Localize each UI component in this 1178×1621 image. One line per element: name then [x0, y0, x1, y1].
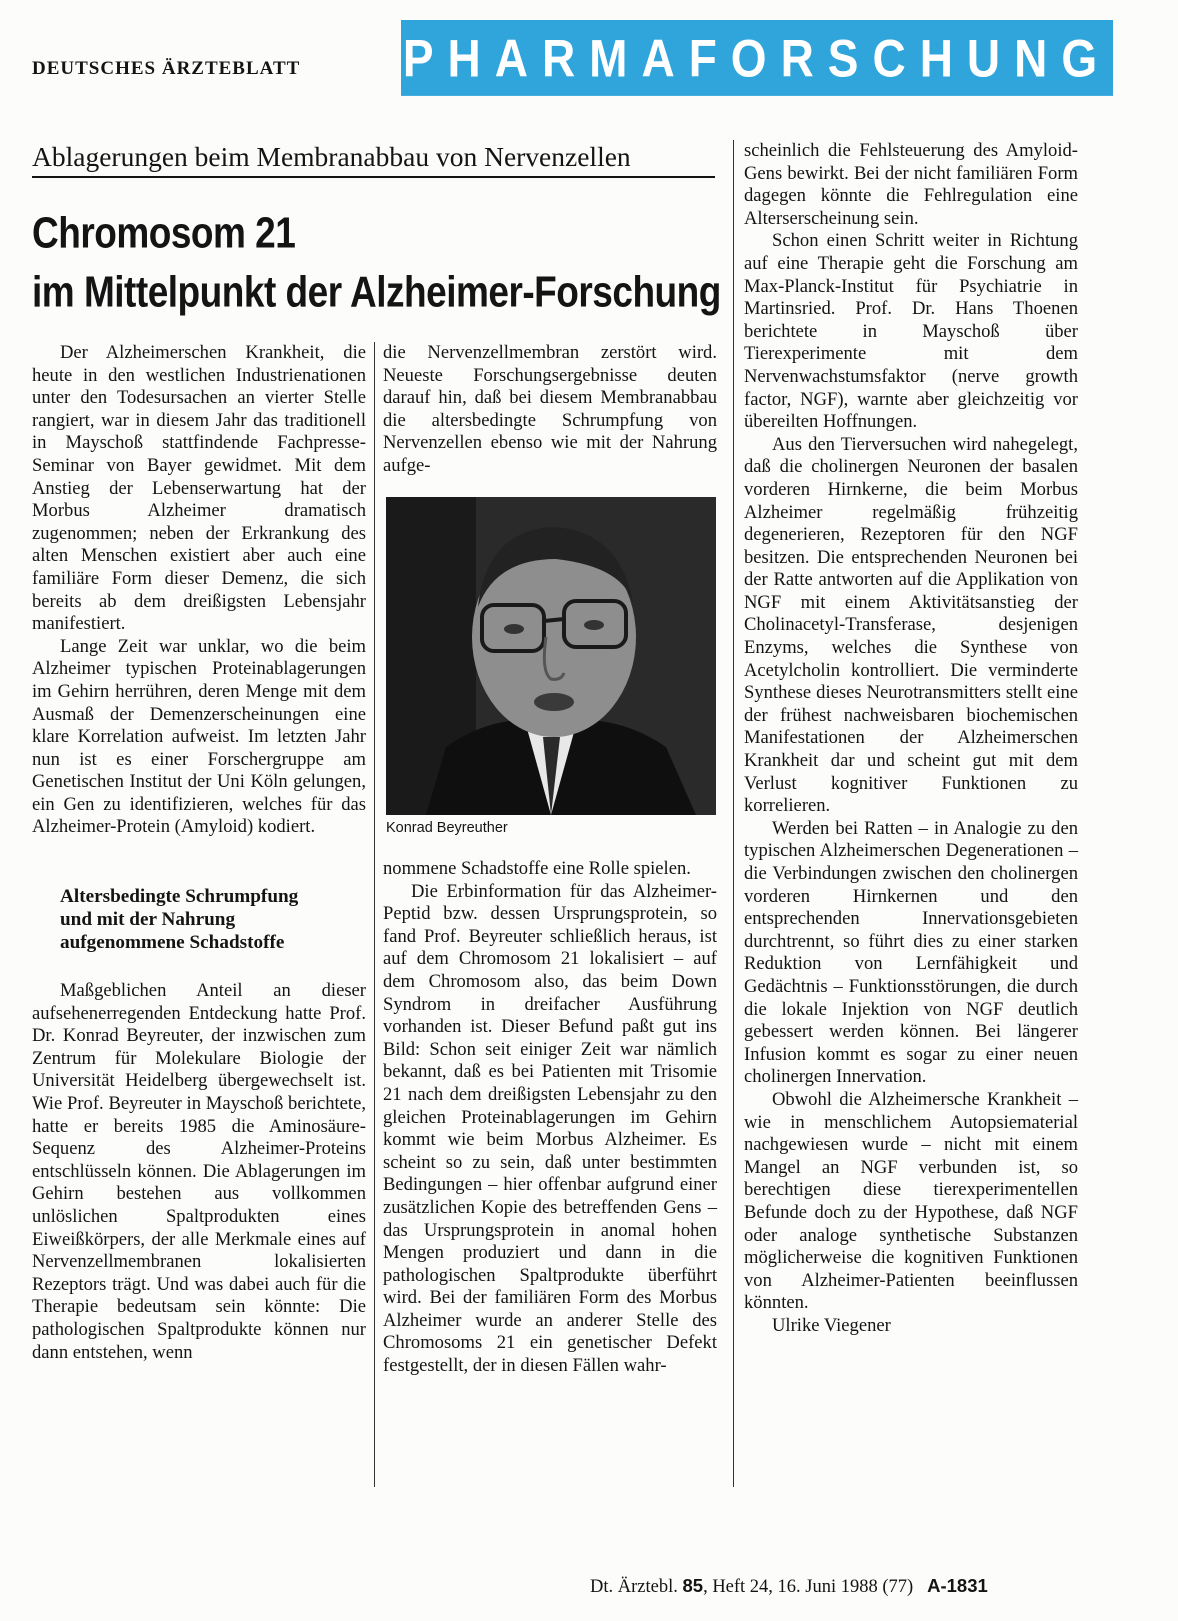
paragraph: Aus den Tierversuchen wird nahegelegt, daß die cholinergen Neuronen der basalen vorderen Hirnkerne, die beim Morbus Alzheimer regelmäßig frühzeitig degenerieren, Rezeptoren für den NGF besitzen. Die entsprechenden Neuronen bei der Ratte antworten auf die Applikation von NGF mit einem Aktivitätsanstieg der Cholinacetyl-Transferase, desjenigen Enzyms, welches die Synthese von Acetylcholin kontrolliert. Die verminderte Synthese dieses Neurotransmitters stellt eine der frühest nachweisbaren biochemischen Manifestationen der Alzheimerschen Krankheit dar und scheint gut mit dem Verlust kognitiver Funktionen zu korrelieren. [744, 433, 1078, 817]
paragraph: nommene Schadstoffe eine Rolle spielen. [383, 858, 691, 879]
column-1 [32, 342, 366, 1364]
subheading-line: aufgenommene Schadstoffe [60, 932, 285, 954]
subheading-line: Altersbedingte Schrumpfung [60, 886, 299, 908]
paragraph: Obwohl die Alzheimersche Krankheit – wie in menschlichem Autopsiematerial nachgewiesen wurde – nicht mit einem Mangel an NGF verbunden ist, so berechtigen diese tierexperimentellen Befunde doch zu der Hypothese, daß NGF oder analoge synthetische Substanzen möglicherweise die kognitiven Funktionen von Alzheimer-Patienten beeinflussen könnten. [744, 1088, 1078, 1314]
photo-caption: Konrad Beyreuther [386, 820, 508, 836]
paragraph: Schon einen Schritt weiter in Richtung auf eine Therapie geht die Forschung am Max-Planck-Institut für Psychiatrie in Martinsried. Prof. Dr. Hans Thoenen berichtete in Mayschoß über Tierexperimente mit dem Nervenwachstumsfaktor (nerve growth factor, NGF), warnte aber gleichzeitig vor übereilten Hoffnungen. [744, 230, 1078, 433]
citation-prefix: Dt. Ärztebl. [590, 1577, 678, 1597]
paragraph: die Nervenzellmembran zerstört wird. Neueste Forschungsergebnisse deuten darauf hin, daß bei diesem Membranabbau die altersbedingte Schrumpfung von Nervenzellen ebenso wie mit der Nahrung aufge- [383, 342, 717, 476]
column-2-bottom [383, 858, 717, 1378]
column-2-top [383, 342, 717, 478]
paragraph: Der Alzheimerschen Krankheit, die heute in den westlichen Industrienationen unter den Todesursachen an vierter Stelle rangiert, war in diesem Jahr das traditionell in Mayschoß stattfindende Fachpresse-Seminar von Bayer gewidmet. Mit dem Anstieg der Lebenserwartung hat der Morbus Alzheimer dramatisch zugenommen; neben der Erkrankung des alten Menschen existiert aber auch eine familiäre Form dieser Demenz, die sich bereits ab dem dreißigsten Lebensjahr manifestiert. [32, 342, 366, 635]
subheading-line: und mit der Nahrung [60, 909, 236, 931]
portrait-photo [386, 497, 716, 815]
section-banner: PHARMAFORSCHUNG [401, 20, 1113, 96]
citation-issue-date: , Heft 24, 16. Juni 1988 (77) [703, 1577, 914, 1597]
column-divider [374, 342, 375, 1487]
masthead: DEUTSCHES ÄRZTEBLATT [32, 58, 301, 79]
headline [32, 204, 732, 322]
kicker: Ablagerungen beim Membranabbau von Nervenzellen [32, 138, 715, 178]
column-divider [733, 140, 734, 1487]
subheading [60, 885, 366, 954]
citation-volume: 85 [682, 1575, 704, 1596]
paragraph: scheinlich die Fehlsteuerung des Amyloid-Gens bewirkt. Bei der nicht familiären Form dagegen könnte die Fehlregulation eine Alterserscheinung sein. [744, 140, 1078, 229]
page-footer [590, 1575, 988, 1598]
paragraph: Die Erbinformation für das Alzheimer-Peptid bzw. dessen Ursprungsprotein, so fand Prof. Beyreuter schließlich heraus, ist auf dem Chromosom 21 lokalisiert – auf dem Chromosom also, das beim Down Syndrom in dreifacher Ausführung vorhanden ist. Dieser Befund paßt gut ins Bild: Schon seit einiger Zeit war nämlich bekannt, daß es bei Patienten mit Trisomie 21 nach dem dreißigsten Lebensjahr zu den gleichen Proteinablagerungen im Gehirn kommt wie beim Morbus Alzheimer. Es scheint so zu sein, daß unter bestimmten Bedingungen – hier offenbar aufgrund einer zusätzlichen Kopie des betreffenden Gens – das Ursprungsprotein in anomal hohen Mengen produziert und dann in die pathologischen Spaltprodukte überführt wird. Bei der familiären Form des Morbus Alzheimer wurde an anderer Stelle des Chromosoms 21 ein genetischer Defekt festgestellt, der in diesen Fällen wahr- [383, 880, 717, 1377]
headline-line-2: im Mittelpunkt der Alzheimer-Forschung [32, 267, 721, 317]
column-3 [744, 140, 1078, 1337]
page-number: A-1831 [927, 1575, 988, 1596]
paragraph: Maßgeblichen Anteil an dieser aufsehenerregenden Entdeckung hatte Prof. Dr. Konrad Beyreuter, der inzwischen zum Zentrum für Molekulare Biologie der Universität Heidelberg übergewechselt ist. Wie Prof. Beyreuter in Mayschoß berichtete, hatte er bereits 1985 die Aminosäure-Sequenz des Alzheimer-Proteins entschlüsseln können. Die Ablagerungen im Gehirn bestehen aus vollkommen unlöslichen Spaltprodukten eines Eiweißkörpers, der alle Merkmale eines auf Nervenzellmembranen lokalisierten Rezeptors trägt. Und was dabei auch für die Therapie bedeutsam sein könnte: Die pathologischen Spaltprodukte können nur dann entstehen, wenn [32, 980, 366, 1363]
paragraph: Lange Zeit war unklar, wo die beim Alzheimer typischen Proteinablagerungen im Gehirn herrühren, deren Menge mit dem Ausmaß der Demenzerscheinungen eine klare Korrelation aufweist. Im letzten Jahr nun ist es einer Forschergruppe am Genetischen Institut der Uni Köln gelungen, ein Gen zu identifizieren, welches für das Alzheimer-Protein (Amyloid) kodiert. [32, 635, 366, 838]
headline-line-1: Chromosom 21 [32, 208, 296, 258]
paragraph: Werden bei Ratten – in Analogie zu den typischen Alzheimerschen Degenerationen – die Verbindungen zwischen den cholinergen vorderen Hirnkernen und den entsprechenden Innervationsgebieten durchtrennt, so führt dies zu einer starken Reduktion von Lernfähigkeit und Gedächtnis – Funktionsstörungen, die durch die lokale Injektion von NGF deutlich gebessert werden können. Bei längerer Infusion kommt es sogar zu einer neuen cholinergen Innervation. [744, 817, 1078, 1088]
author-byline: Ulrike Viegener [772, 1314, 891, 1336]
portrait-illustration [386, 497, 716, 815]
